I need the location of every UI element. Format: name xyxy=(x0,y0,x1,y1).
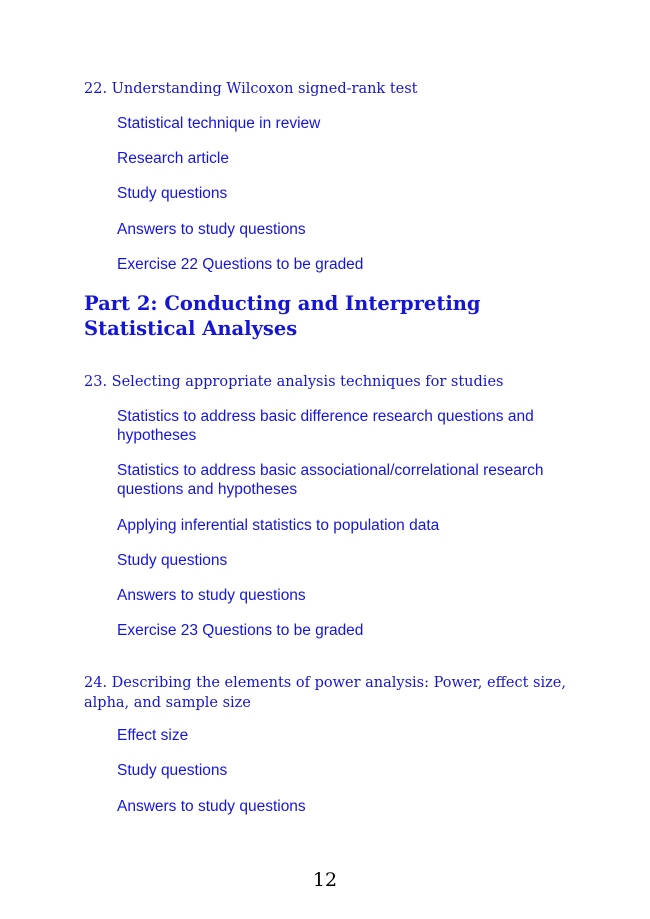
toc-item-22-technique-link[interactable]: Statistical technique in review xyxy=(117,115,321,132)
toc-item-23-associational-link[interactable]: Statistics to address basic associational/correlational research questions and hypotheses xyxy=(117,462,544,498)
toc-item-23-study-questions-link[interactable]: Study questions xyxy=(117,552,228,569)
toc-item-23-inferential-link[interactable]: Applying inferential statistics to population data xyxy=(117,517,440,534)
toc-chapter-23-link[interactable]: 23. Selecting appropriate analysis techniques for studies xyxy=(84,374,504,390)
toc-item-23-answers-link[interactable]: Answers to study questions xyxy=(117,587,306,604)
toc-chapter-22-link[interactable]: 22. Understanding Wilcoxon signed-rank test xyxy=(84,81,418,97)
toc-item-23-exercise-link[interactable]: Exercise 23 Questions to be graded xyxy=(117,622,364,639)
toc-item-22-article-link[interactable]: Research article xyxy=(117,150,229,167)
toc-item-24-effect-size-link[interactable]: Effect size xyxy=(117,727,189,744)
toc-item-22-answers-link[interactable]: Answers to study questions xyxy=(117,221,306,238)
page-number: 12 xyxy=(312,869,338,891)
toc-part-2-heading-link[interactable]: Part 2: Conducting and Interpreting Statistical Analyses xyxy=(84,292,481,340)
toc-item-24-answers-link[interactable]: Answers to study questions xyxy=(117,798,306,815)
toc-item-22-exercise-link[interactable]: Exercise 22 Questions to be graded xyxy=(117,256,364,273)
toc-item-22-study-questions-link[interactable]: Study questions xyxy=(117,185,228,202)
toc-item-23-difference-link[interactable]: Statistics to address basic difference research questions and hypotheses xyxy=(117,408,534,444)
toc-chapter-24-link[interactable]: 24. Describing the elements of power analysis: Power, effect size, alpha, and sample size xyxy=(84,675,566,711)
toc-item-24-study-questions-link[interactable]: Study questions xyxy=(117,762,228,779)
